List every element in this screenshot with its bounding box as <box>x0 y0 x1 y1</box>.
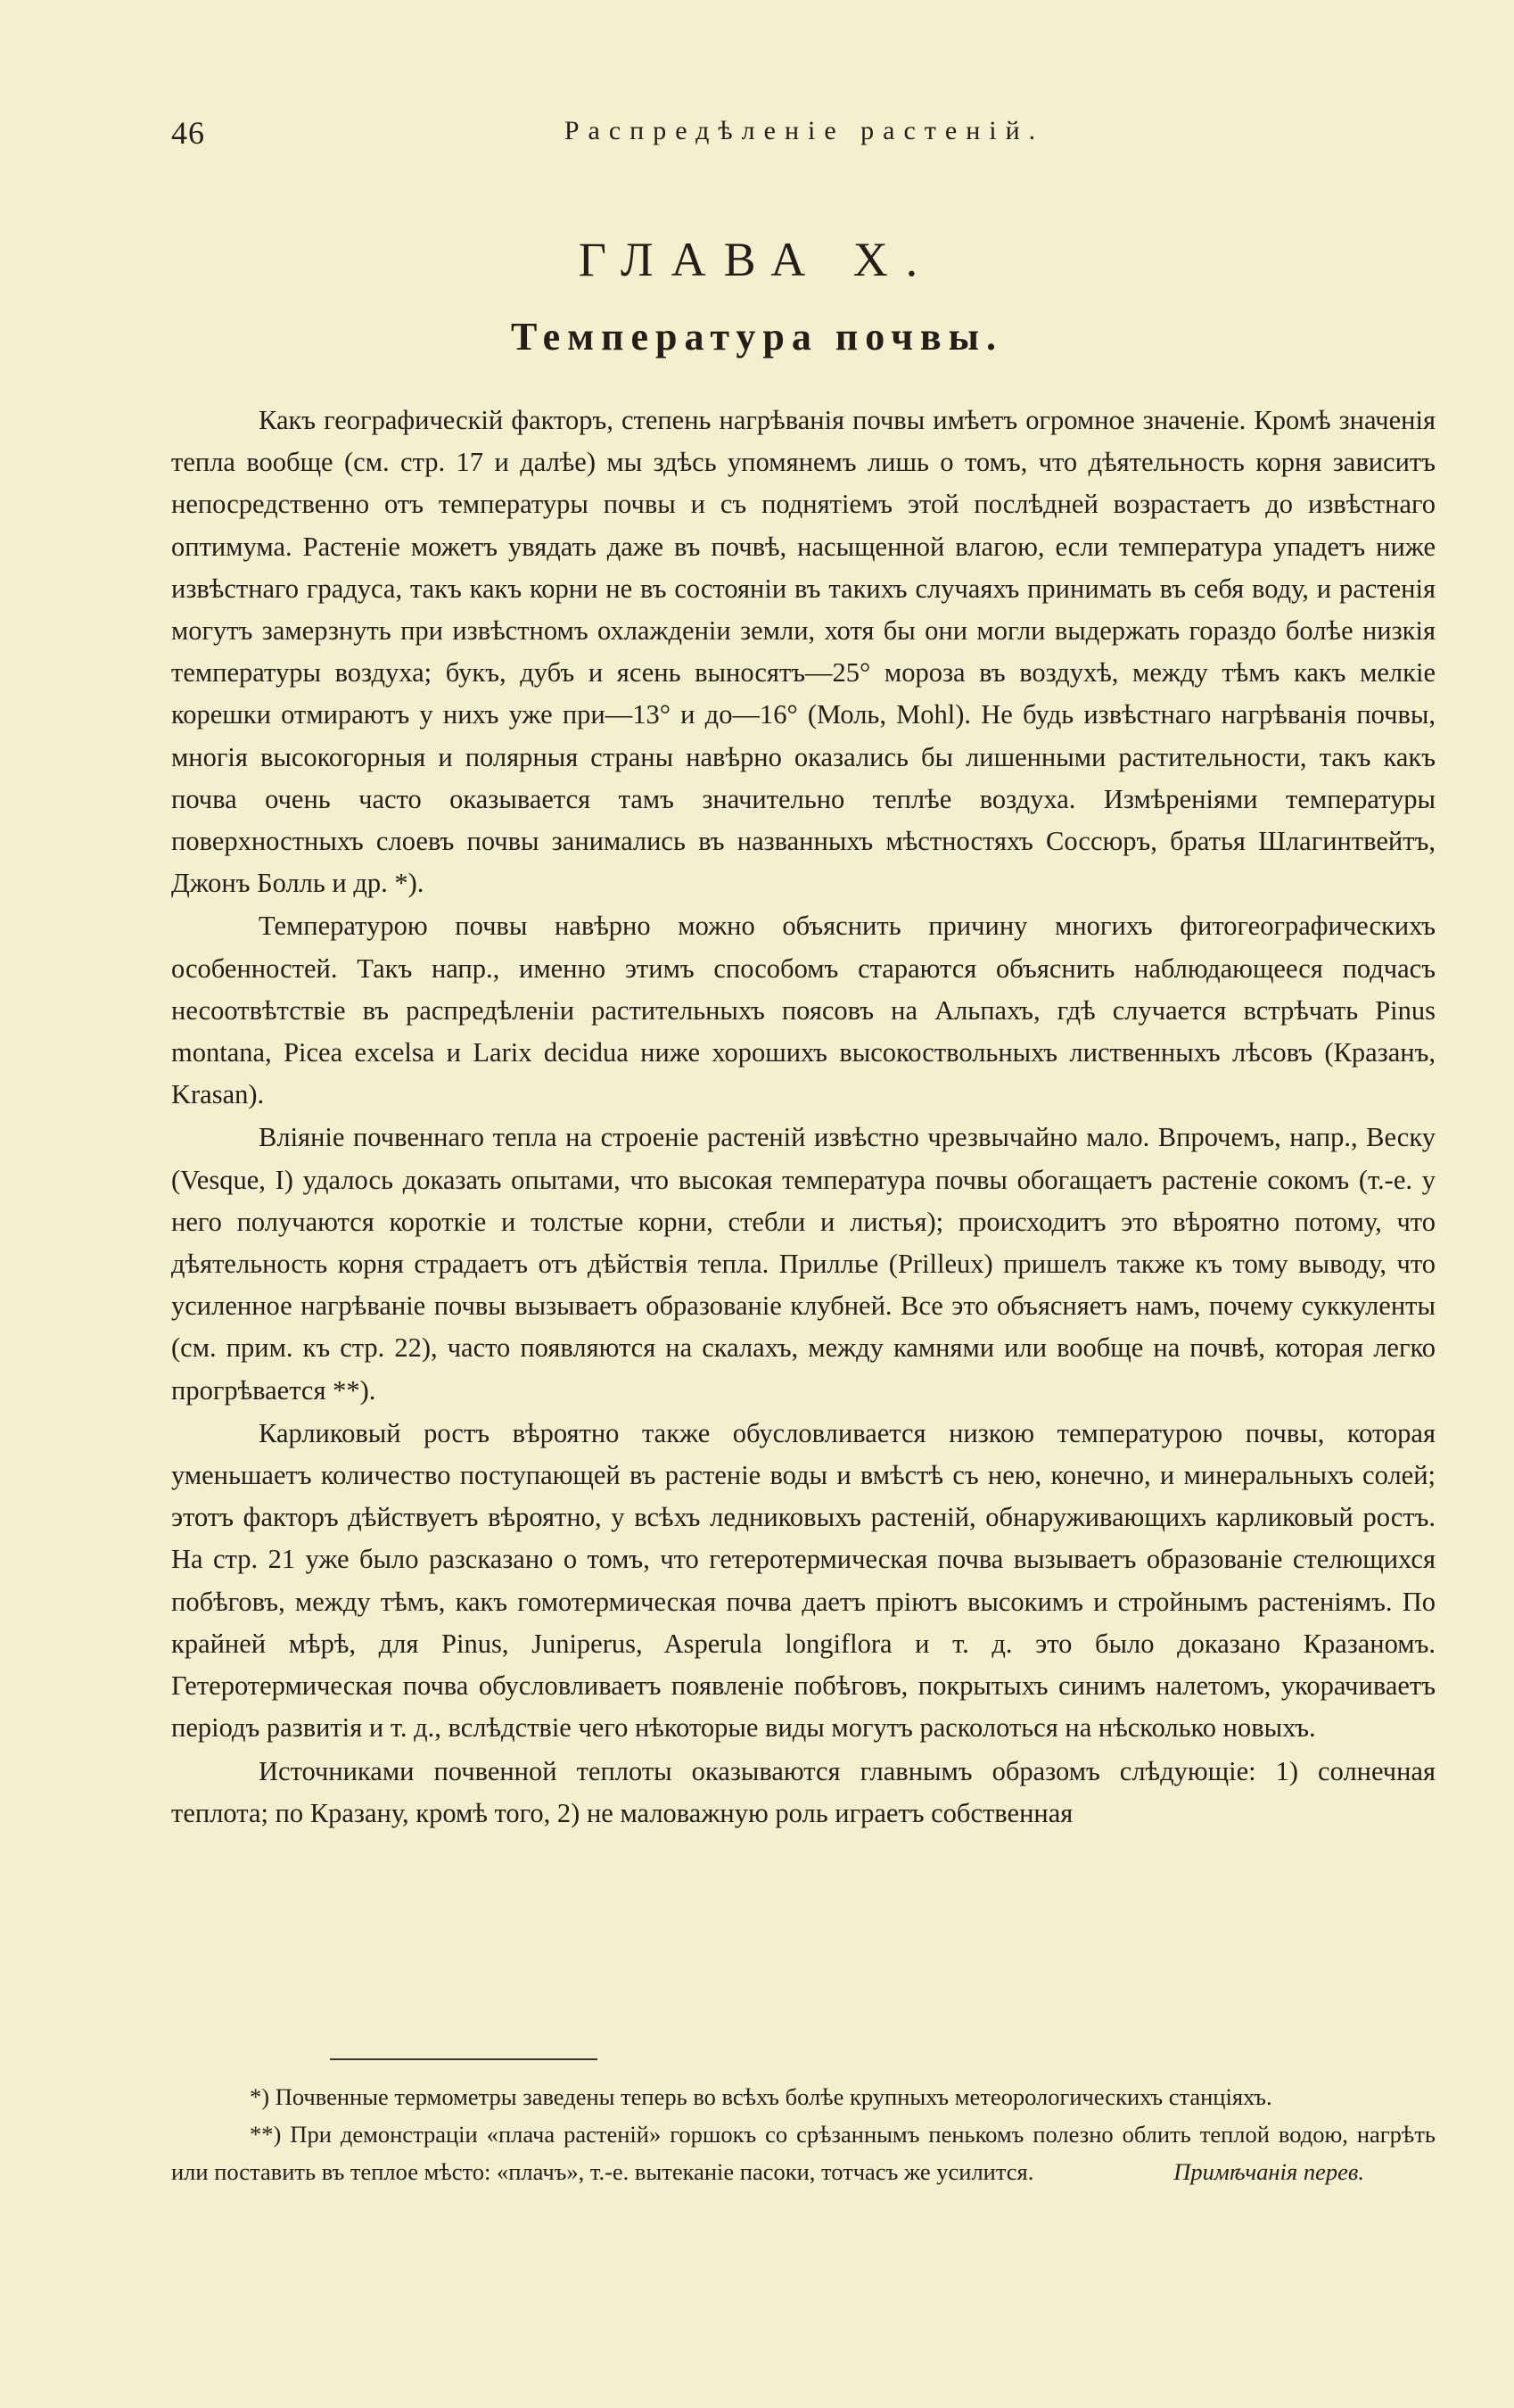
paragraph: Вліяніе почвеннаго тепла на строеніе растеній извѣстно чрезвычайно мало. Впрочемъ, напр., Веску (Vesque, I) удалось доказать опытами, что высокая температура почвы обогащаетъ растеніе сокомъ (т.-е. у него получаются короткіе и толстые корни, стебли и листья); происходитъ это вѣроятно потому, что дѣятельность корня страдаетъ отъ дѣйствія тепла. Приллье (Prilleux) пришелъ также къ тому выводу, что усиленное нагрѣваніе почвы вызываетъ образованіе клубней. Все это объясняетъ намъ, почему суккуленты (см. прим. къ стр. 22), часто появляются на скалахъ, между камнями или вообще на почвѣ, которая легко прогрѣвается **). <box>171 1122 1436 1406</box>
footnote-2 <box>171 2115 1436 2190</box>
running-head <box>171 114 1437 150</box>
running-title: Распредѣленіе растеній. <box>564 116 1045 145</box>
chapter-heading: ГЛАВА X. <box>578 233 936 286</box>
body-text <box>171 400 1436 1835</box>
translator-note: Примѣчанія перев. <box>1173 2158 1364 2185</box>
page-number: 46 <box>171 115 205 151</box>
paragraph: Какъ географическій факторъ, степень нагрѣванія почвы имѣетъ огромное значеніе. Кромѣ значенія тепла вообще (см. стр. 17 и далѣе) мы здѣсь упомянемъ лишь о томъ, что дѣятельность корня зависитъ непосредственно отъ температуры почвы и съ поднятіемъ этой послѣдней возрастаетъ до извѣстнаго оптимума. Растеніе можетъ увядать даже въ почвѣ, насыщенной влагою, если температура упадетъ ниже извѣстнаго градуса, такъ какъ корни не въ состояніи въ такихъ случаяхъ принимать въ себя воду, и растенія могутъ замерзнуть при извѣстномъ охлажденіи земли, хотя бы они могли выдержать гораздо болѣе низкія температуры воздуха; букъ, дубъ и ясень выносятъ—25° мороза въ воздухѣ, между тѣмъ какъ мелкіе корешки отмираютъ у нихъ уже при—13° и до—16° (Моль, Mohl). Не будь извѣстнаго нагрѣванія почвы, многія высокогорныя и полярныя страны навѣрно оказались бы лишенными растительности, такъ какъ почва очень часто оказывается тамъ значительно теплѣе воздуха. Измѣреніями температуры поверхностныхъ слоевъ почвы занимались въ названныхъ мѣстностяхъ Соссюръ, братья Шлагинтвейтъ, Джонъ Болль и др. *). <box>171 405 1436 899</box>
footnote-2-text: **) При демонстраціи «плача растеній» горшокъ со срѣзаннымъ пенькомъ полезно облить теплой водою, нагрѣть или поставить въ теплое мѣсто: «плачъ», т.-е. вытеканіе пасоки, тотчасъ же усилится. <box>171 2121 1436 2185</box>
footnote-divider <box>330 2058 597 2060</box>
footnotes <box>171 2078 1436 2190</box>
paragraph: Карликовый ростъ вѣроятно также обусловливается низкою температурою почвы, которая уменьшаетъ количество поступающей въ растеніе воды и вмѣстѣ съ нею, конечно, и минеральныхъ солей; этотъ факторъ дѣйствуетъ вѣроятно, у всѣхъ ледниковыхъ растеній, обнаруживающихъ карликовый ростъ. На стр. 21 уже было разсказано о томъ, что гетеротермическая почва вызываетъ образованіе стелющихся побѣговъ, между тѣмъ, какъ гомотермическая почва даетъ пріютъ высокимъ и стройнымъ растеніямъ. По крайней мѣрѣ, для Pinus, Juniperus, Asperula longiflora и т. д. это было доказано Кразаномъ. Гетеротермическая почва обусловливаетъ появленіе побѣговъ, покрытыхъ синимъ налетомъ, укорачиваетъ періодъ развитія и т. д., вслѣдствіе чего нѣкоторые виды могутъ расколоться на нѣсколько новыхъ. <box>171 1417 1436 1744</box>
paragraph: Источниками почвенной теплоты оказываются главнымъ образомъ слѣдующіе: 1) солнечная теплота; по Кразану, кромѣ того, 2) не маловажную роль играетъ собственная <box>171 1755 1436 1828</box>
chapter-title: Температура почвы. <box>510 315 1004 359</box>
paragraph: Температурою почвы навѣрно можно объяснить причину многихъ фитогеографическихъ особенностей. Такъ напр., именно этимъ способомъ стараются объяснить наблюдающееся подчасъ несоотвѣтствіе въ распредѣленіи растительныхъ поясовъ на Альпахъ, гдѣ случается встрѣчать Pinus montana, Picea excelsa и Larix decidua ниже хорошихъ высокоствольныхъ лиственныхъ лѣсовъ (Кразанъ, Krasan). <box>171 911 1436 1110</box>
footnote-1: *) Почвенные термометры заведены теперь во всѣхъ болѣе крупныхъ метеорологическихъ станціяхъ. <box>250 2083 1272 2110</box>
